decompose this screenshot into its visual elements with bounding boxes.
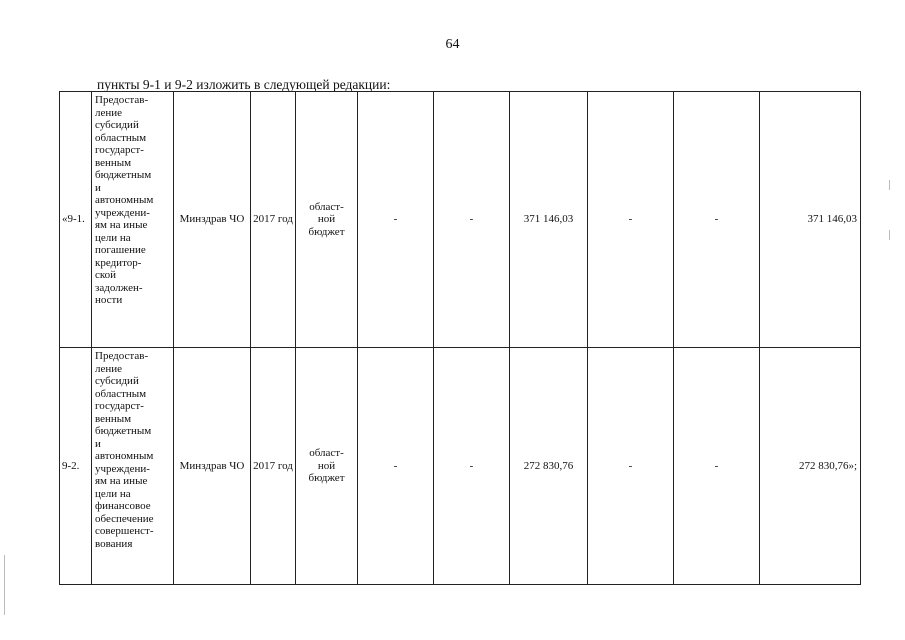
row-value-2: -: [434, 348, 510, 585]
row-value-4: -: [588, 348, 674, 585]
row-value-3: 371 146,03: [510, 92, 588, 348]
row-total: 272 830,76»;: [760, 348, 861, 585]
row-value-5: -: [674, 348, 760, 585]
row-year: 2017 год: [251, 92, 296, 348]
table-row: [60, 348, 861, 585]
scan-margin-mark: [889, 230, 890, 240]
intro-text: пункты 9-1 и 9-2 изложить в следующей редакции:: [97, 77, 391, 92]
row-description: Предостав- ление субсидий областным государст- венным бюджетным и автономным учреждени- ям на иные цели на финансовое обеспечение совершенст- вования: [92, 348, 174, 585]
row-value-1: -: [358, 348, 434, 585]
table-row: [60, 92, 861, 348]
row-year: 2017 год: [251, 348, 296, 585]
row-number: 9-2.: [60, 348, 92, 585]
row-executor: Минздрав ЧО: [174, 92, 251, 348]
row-value-3: 272 830,76: [510, 348, 588, 585]
row-number: «9-1.: [60, 92, 92, 348]
row-value-4: -: [588, 92, 674, 348]
row-funding-source: област- ной бюджет: [296, 92, 358, 348]
row-value-1: -: [358, 92, 434, 348]
row-value-5: -: [674, 92, 760, 348]
row-funding-source: област- ной бюджет: [296, 348, 358, 585]
row-value-2: -: [434, 92, 510, 348]
amendment-table: [59, 91, 861, 585]
scan-margin-mark: [889, 180, 890, 190]
page-number: 64: [445, 37, 460, 52]
row-total: 371 146,03: [760, 92, 861, 348]
row-description: Предостав- ление субсидий областным государст- венным бюджетным и автономным учреждени- ям на иные цели на погашение кредитор- ской задолжен- ности: [92, 92, 174, 348]
scan-margin-mark: [4, 555, 5, 615]
row-executor: Минздрав ЧО: [174, 348, 251, 585]
